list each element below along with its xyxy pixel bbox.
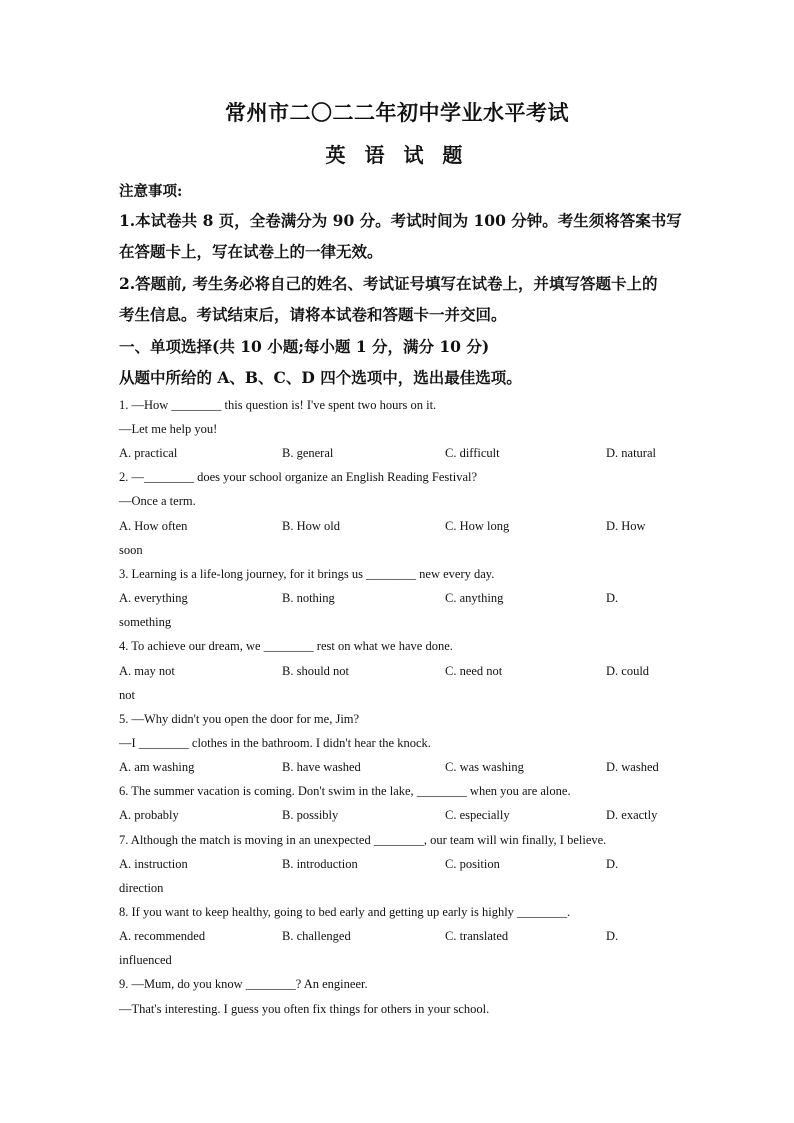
question-1-reply: —Let me help you! xyxy=(119,422,218,436)
option-b: B. should not xyxy=(282,664,350,678)
exam-subtitle: 英 语 试 题 xyxy=(325,143,469,167)
question-7-option-d-wrap: direction xyxy=(119,881,164,895)
question-9-stem: 9. —Mum, do you know ________? An engineer. xyxy=(119,977,368,991)
option-b: B. challenged xyxy=(282,929,351,943)
question-8-stem: 8. If you want to keep healthy, going to bed early and getting up early is highly ________. xyxy=(119,905,571,919)
question-3-option-d-wrap: something xyxy=(119,615,172,629)
option-b: B. general xyxy=(282,446,334,460)
question-7-options xyxy=(119,857,679,875)
option-c: C. anything xyxy=(445,591,504,605)
option-c: C. translated xyxy=(445,929,509,943)
option-a: A. probably xyxy=(119,808,179,822)
exam-title: 常州市二〇二二年初中学业水平考试 xyxy=(225,100,569,125)
question-2-option-d-wrap: soon xyxy=(119,543,143,557)
question-2-options xyxy=(119,519,679,537)
option-c: C. How long xyxy=(445,519,510,533)
option-b: B. nothing xyxy=(282,591,335,605)
question-5-options xyxy=(119,760,679,778)
option-a: A. How often xyxy=(119,519,188,533)
question-8-options xyxy=(119,929,679,947)
question-6-stem: 6. The summer vacation is coming. Don't swim in the lake, ________ when you are alone. xyxy=(119,784,571,798)
option-b: B. possibly xyxy=(282,808,339,822)
question-3-stem: 3. Learning is a life-long journey, for it brings us ________ new every day. xyxy=(119,567,495,581)
option-b: B. have washed xyxy=(282,760,361,774)
option-c: C. need not xyxy=(445,664,503,678)
question-5-reply: —I ________ clothes in the bathroom. I didn't hear the knock. xyxy=(119,736,431,750)
notice-heading: 注意事项: xyxy=(119,183,183,200)
notice-item-1-line-1: 1.本试卷共 8 页，全卷满分为 90 分。考试时间为 100 分钟。考生须将答案书写 xyxy=(119,211,682,230)
question-2-stem: 2. —________ does your school organize an English Reading Festival? xyxy=(119,470,478,484)
option-a: A. may not xyxy=(119,664,175,678)
question-3-options xyxy=(119,591,679,609)
option-d: D. xyxy=(606,857,619,871)
notice-item-1-line-2: 在答题卡上，写在试卷上的一律无效。 xyxy=(119,242,383,261)
question-4-options xyxy=(119,664,679,682)
option-a: A. recommended xyxy=(119,929,206,943)
option-d: D. exactly xyxy=(606,808,658,822)
question-4-option-d-wrap: not xyxy=(119,688,135,702)
question-9-reply: —That's interesting. I guess you often fix things for others in your school. xyxy=(119,1002,490,1016)
question-6-options xyxy=(119,808,679,826)
option-c: C. was washing xyxy=(445,760,524,774)
question-1-stem: 1. —How ________ this question is! I've spent two hours on it. xyxy=(119,398,437,412)
option-d: D. washed xyxy=(606,760,659,774)
question-2-reply: —Once a term. xyxy=(119,494,196,508)
option-c: C. difficult xyxy=(445,446,500,460)
option-d: D. xyxy=(606,929,619,943)
option-c: C. position xyxy=(445,857,500,871)
option-d: D. xyxy=(606,591,619,605)
notice-item-2-line-1: 2.答题前, 考生务必将自己的姓名、考试证号填写在试卷上，并填写答题卡上的 xyxy=(119,274,658,293)
option-c: C. especially xyxy=(445,808,510,822)
option-a: A. everything xyxy=(119,591,188,605)
section-instruction: 从题中所给的 A、B、C、D 四个选项中，选出最佳选项。 xyxy=(119,368,522,387)
notice-item-2-line-2: 考生信息。考试结束后，请将本试卷和答题卡一并交回。 xyxy=(119,305,507,324)
option-a: A. instruction xyxy=(119,857,188,871)
option-d: D. could xyxy=(606,664,650,678)
option-d: D. natural xyxy=(606,446,656,460)
option-a: A. am washing xyxy=(119,760,195,774)
option-b: B. introduction xyxy=(282,857,358,871)
option-b: B. How old xyxy=(282,519,340,533)
question-1-options xyxy=(119,446,679,464)
option-a: A. practical xyxy=(119,446,178,460)
question-5-stem: 5. —Why didn't you open the door for me, Jim? xyxy=(119,712,360,726)
option-d: D. How xyxy=(606,519,646,533)
question-4-stem: 4. To achieve our dream, we ________ rest on what we have done. xyxy=(119,639,453,653)
section-heading: 一、单项选择(共 10 小题;每小题 1 分，满分 10 分) xyxy=(119,337,490,356)
question-7-stem: 7. Although the match is moving in an unexpected ________, our team will win finally, I believe. xyxy=(119,833,607,847)
question-8-option-d-wrap: influenced xyxy=(119,953,172,967)
